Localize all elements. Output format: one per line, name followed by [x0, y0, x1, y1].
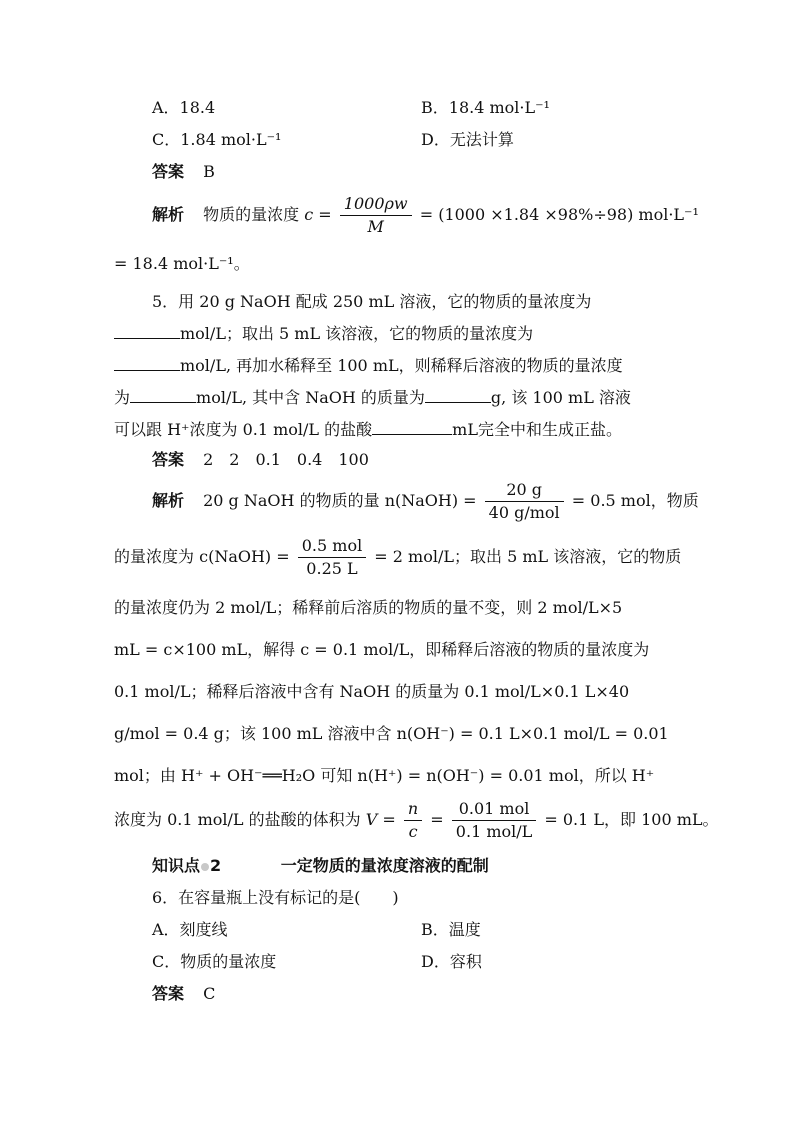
q6-option-d: D．容积	[421, 952, 482, 971]
analysis-text: = 2 mol/L；取出 5 mL 该溶液，它的物质	[374, 547, 682, 566]
q4-analysis	[152, 192, 699, 238]
q5-analysis-line7: mol；由 H⁺ + OH⁻══H₂O 可知 n(H⁺) = n(OH⁻) = 0.01 mol，所以 H⁺	[114, 766, 655, 785]
section-heading	[152, 856, 489, 876]
q5-analysis-line2	[114, 534, 681, 580]
answer-value: B	[203, 162, 215, 181]
equals: =	[318, 205, 332, 224]
q6-stem: 6．在容量瓶上没有标记的是( )	[152, 888, 399, 907]
analysis-text: 浓度为 0.1 mol/L 的盐酸的体积为	[114, 810, 361, 829]
analysis-text: 物质的量浓度	[203, 205, 300, 224]
fraction	[452, 798, 536, 843]
fraction-denominator: 0.1 mol/L	[455, 822, 533, 841]
fraction-denominator: c	[408, 822, 418, 841]
fraction-numerator: 0.01 mol	[452, 798, 536, 821]
analysis-text: 的量浓度为	[114, 547, 195, 566]
bullet-icon	[201, 863, 209, 871]
answer-label: 答案	[152, 162, 185, 181]
analysis-label: 解析	[152, 205, 185, 224]
fraction-numerator: 0.5 mol	[298, 535, 366, 558]
answer-blank[interactable]	[425, 388, 491, 403]
stem-text: mol/L, 再加水稀释至 100 mL，则稀释后溶液的物质的量浓度	[180, 356, 623, 375]
fraction-numerator: n	[404, 798, 422, 821]
q5-analysis-line6: g/mol = 0.4 g；该 100 mL 溶液中含 n(OH⁻) = 0.1 L×0.1 mol/L = 0.01	[114, 724, 669, 743]
analysis-label: 解析	[152, 491, 185, 510]
stem-text: mol/L, 其中含 NaOH 的质量为	[196, 388, 425, 407]
fraction	[298, 535, 366, 580]
answer-label: 答案	[152, 450, 185, 469]
answer-label: 答案	[152, 984, 185, 1003]
stem-text: 可以跟 H⁺浓度为 0.1 mol/L 的盐酸	[114, 420, 373, 439]
fraction	[404, 798, 422, 843]
q4-option-a: A．18.4	[152, 98, 216, 117]
fraction-denominator: 40 g/mol	[488, 503, 560, 522]
q5-stem-line3	[114, 356, 623, 376]
fraction-denominator: 0.25 L	[306, 559, 358, 578]
section-title: 一定物质的量浓度溶液的配制	[280, 856, 489, 875]
q4-option-b: B．18.4 mol·L⁻¹	[421, 98, 550, 117]
section-number: 2	[210, 856, 222, 875]
q6-option-b: B．温度	[421, 920, 481, 939]
answer-blank[interactable]	[130, 388, 196, 403]
answer-value: C	[203, 984, 216, 1003]
analysis-text: = 0.5 mol，物质	[571, 491, 699, 510]
fraction-denominator: M	[367, 217, 384, 236]
fraction-numerator: 20 g	[485, 479, 564, 502]
fraction	[340, 193, 412, 238]
answer-blank[interactable]	[114, 356, 180, 371]
fraction-numerator: 1000ρw	[340, 193, 412, 216]
formula-text: n(NaOH) =	[384, 491, 477, 510]
stem-text: mL完全中和生成正盐。	[452, 420, 622, 439]
stem-text: 为	[114, 388, 131, 407]
q6-option-a: A．刻度线	[152, 920, 228, 939]
q6-option-c: C．物质的量浓度	[152, 952, 277, 971]
analysis-text: 20 g NaOH 的物质的量	[203, 491, 380, 510]
q5-analysis-line3: 的量浓度仍为 2 mol/L；稀释前后溶质的物质的量不变，则 2 mol/L×5	[114, 598, 623, 617]
q5-analysis-line4: mL = c×100 mL，解得 c = 0.1 mol/L，即稀释后溶液的物质的量浓度为	[114, 640, 650, 659]
q4-option-c: C．1.84 mol·L⁻¹	[152, 130, 282, 149]
q5-stem-line5	[114, 420, 622, 440]
var-c: c	[304, 205, 314, 224]
answer-value: 2 2 0.1 0.4 100	[203, 450, 369, 469]
stem-text: g, 该 100 mL 溶液	[490, 388, 631, 407]
formula-text: c(NaOH) =	[199, 547, 290, 566]
q4-answer	[152, 162, 215, 182]
q6-answer	[152, 984, 215, 1004]
q5-stem-line1: 5．用 20 g NaOH 配成 250 mL 溶液，它的物质的量浓度为	[152, 292, 592, 311]
answer-blank[interactable]	[372, 420, 452, 435]
formula-text: V =	[365, 810, 396, 829]
q4-analysis-line2: = 18.4 mol·L⁻¹。	[114, 254, 250, 273]
q5-analysis-line8	[114, 797, 719, 843]
q5-analysis-line5: 0.1 mol/L；稀释后溶液中含有 NaOH 的质量为 0.1 mol/L×0.1 L×40	[114, 682, 630, 701]
equals: =	[430, 810, 444, 829]
analysis-text: = 0.1 L，即 100 mL。	[544, 810, 719, 829]
q4-option-d: D．无法计算	[421, 130, 514, 149]
section-label: 知识点	[152, 856, 201, 875]
analysis-text: = (1000 ×1.84 ×98%÷98) mol·L⁻¹	[419, 205, 699, 224]
q5-analysis-line1	[152, 478, 699, 524]
answer-blank[interactable]	[114, 324, 180, 339]
fraction	[485, 479, 564, 524]
stem-text: mol/L；取出 5 mL 该溶液，它的物质的量浓度为	[180, 324, 534, 343]
q5-stem-line2	[114, 324, 533, 344]
q5-answer	[152, 450, 369, 470]
q5-stem-line4	[114, 388, 631, 408]
